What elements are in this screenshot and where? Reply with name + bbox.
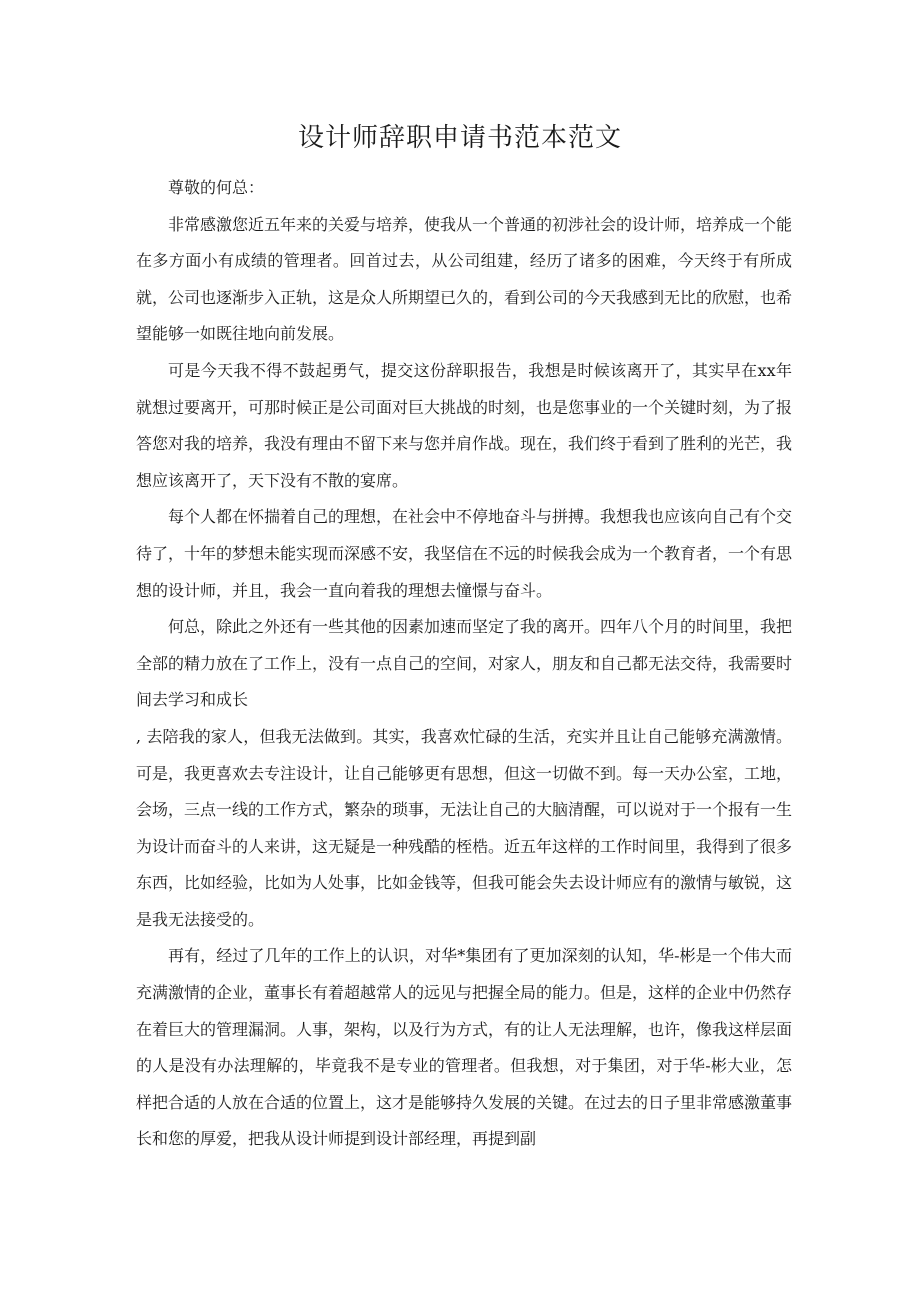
paragraph-other-factors: 何总，除此之外还有一些其他的因素加速而坚定了我的离开。四年八个月的时间里，我把全部的精力放在了工作上，没有一点自己的空间，对家人，朋友和自己都无法交待，我需要时间去学习和成长 <box>136 617 793 710</box>
paragraph-management: 再有，经过了几年的工作上的认识，对华*集团有了更加深刻的认知，华-彬是一个伟大而充满激情的企业，董事长有着超越常人的远见与把握全局的能力。但是，这样的企业中仍然存在着巨大的管理漏洞。人事，架构，以及行为方式，有的让人无法理解，也许，像我这样层面的人是没有办法理解的，毕竟我不是专业的管理者。但我想，对于集团，对于华-彬大业，怎样把合适的人放在合适的位置上，这才是能够持久发展的关键。在过去的日子里非常感激董事长和您的厚爱，把我从设计师提到设计部经理，再提到副 <box>136 946 793 1149</box>
paragraph-gratitude: 非常感激您近五年来的关爱与培养，使我从一个普通的初涉社会的设计师，培养成一个能在多方面小有成绩的管理者。回首过去，从公司组建，经历了诸多的困难，今天终于有所成就，公司也逐渐步入正轨，这是众人所期望已久的，看到公司的今天我感到无比的欣慰，也希望能够一如既往地向前发展。 <box>136 214 793 344</box>
document-body <box>136 170 792 1158</box>
salutation: 尊敬的何总： <box>168 178 265 197</box>
paragraph-ideals: 每个人都在怀揣着自己的理想，在社会中不停地奋斗与拼搏。我想我也应该向自己有个交待了，十年的梦想未能实现而深感不安，我坚信在不远的时候我会成为一个教育者，一个有思想的设计师，并且，我会一直向着我的理想去憧憬与奋斗。 <box>136 507 793 600</box>
paragraph-work-life: , 去陪我的家人，但我无法做到。其实，我喜欢忙碌的生活，充实并且让自己能够充满激情。可是，我更喜欢去专注设计，让自己能够更有思想，但这一切做不到。每一天办公室，工地，会场，三点一线的工作方式，繁杂的琐事，无法让自己的大脑清醒，可以说对于一个报有一生为设计而奋斗的人来讲，这无疑是一种残酷的桎梏。近五年这样的工作时间里，我得到了很多东西，比如经验，比如为人处事，比如金钱等，但我可能会失去设计师应有的激情与敏锐，这是我无法接受的。 <box>136 726 793 929</box>
document-title: 设计师辞职申请书范本范文 <box>297 123 622 153</box>
paragraph-resignation-reason: 可是今天我不得不鼓起勇气，提交这份辞职报告，我想是时候该离开了，其实早在xx年就想过要离开，可那时候正是公司面对巨大挑战的时刻，也是您事业的一个关键时刻，为了报答您对我的培养，我没有理由不留下来与您并肩作战。现在，我们终于看到了胜利的光芒，我想应该离开了，天下没有不散的宴席。 <box>136 360 793 490</box>
